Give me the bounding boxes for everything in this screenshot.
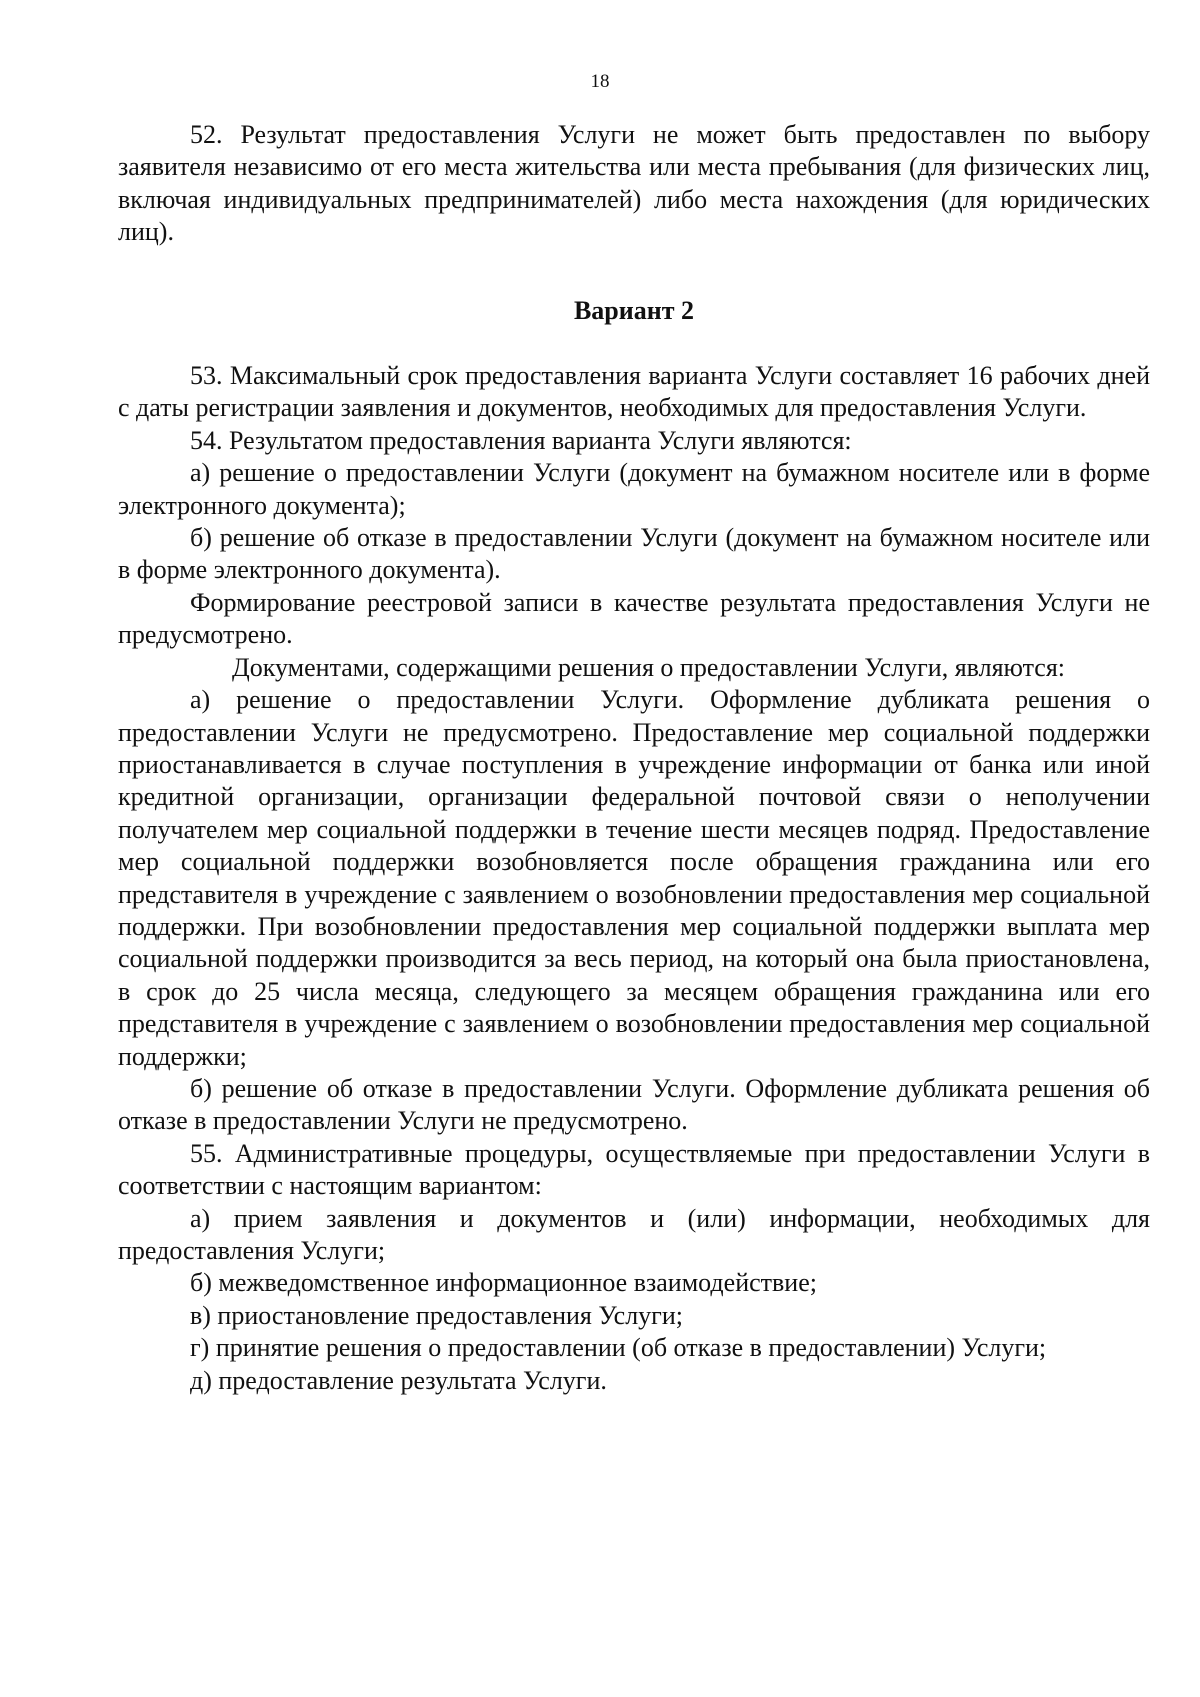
paragraph-54: 54. Результатом предоставления варианта Услуги являются: [190,425,852,455]
paragraph-55-item-d: д) предоставление результата Услуги. [190,1365,607,1395]
paragraph-52: 52. Результат предоставления Услуги не может быть предоставлен по выбору заявителя независимо от его места жительства или места пребывания (для физических лиц, включая индивидуальных предпринимателей) либо места нахождения (для юридических лиц). [118,120,1150,247]
paragraph-54-item-b: б) решение об отказе в предоставлении Услуги (документ на бумажном носителе или в форме электронного документа). [118,523,1150,585]
paragraph-decision-documents: Документами, содержащими решения о предоставлении Услуги, являются: [232,652,1066,682]
document-body [118,119,1150,1397]
paragraph-registry-record: Формирование реестровой записи в качестве результата предоставления Услуги не предусмотрено. [118,587,1150,650]
paragraph-55-item-v: в) приостановление предоставления Услуги; [190,1300,683,1330]
paragraph-decision-item-b: б) решение об отказе в предоставлении Услуги. Оформление дубликата решения об отказе в предоставлении Услуги не предусмотрено. [118,1073,1150,1136]
paragraph-54-item-a: а) решение о предоставлении Услуги (документ на бумажном носителе или в форме электронного документа); [118,458,1150,520]
paragraph-55: 55. Административные процедуры, осуществляемые при предоставлении Услуги в соответствии с настоящим вариантом: [118,1138,1150,1201]
paragraph-55-item-b: б) межведомственное информационное взаимодействие; [190,1268,817,1298]
paragraph-53: 53. Максимальный срок предоставления варианта Услуги составляет 16 рабочих дней с даты регистрации заявления и документов, необходимых для предоставления Услуги. [118,361,1150,423]
page-number: 18 [590,71,610,92]
paragraph-55-item-g: г) принятие решения о предоставлении (об отказе в предоставлении) Услуги; [190,1333,1047,1363]
section-heading: Вариант 2 [573,295,695,325]
paragraph-55-item-a: а) прием заявления и документов и (или) информации, необходимых для предоставления Услуги; [118,1203,1150,1265]
paragraph-decision-item-a: а) решение о предоставлении Услуги. Оформление дубликата решения о предоставлении Услуги не предусмотрено. Предоставление мер социальной поддержки приостанавливается в случае поступления в учреждение информации от банка или иной кредитной организации, организации федеральной почтовой связи о неполучении получателем мер социальной поддержки в течение шести месяцев подряд. Предоставление мер социальной поддержки возобновляется после обращения гражданина или его представителя в учреждение с заявлением о возобновлении предоставления мер социальной поддержки. При возобновлении предоставления мер социальной поддержки выплата мер социальной поддержки производится за весь период, на который она была приостановлена, в срок до 25 числа месяца, следующего за месяцем обращения гражданина или его представителя в учреждение с заявлением о возобновлении предоставления мер социальной поддержки; [118,685,1150,1071]
